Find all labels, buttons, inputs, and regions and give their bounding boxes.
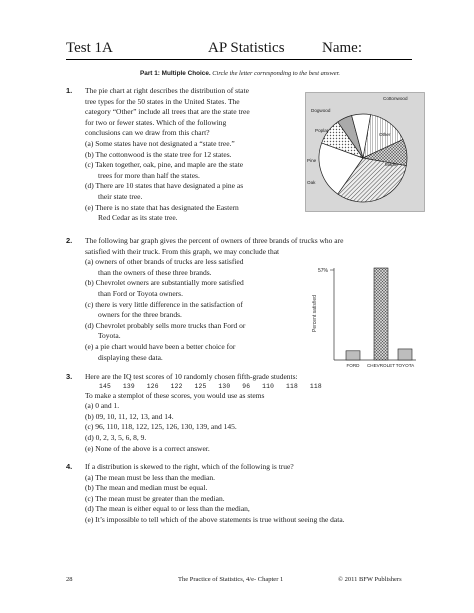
stem-line: If a distribution is skewed to the right, which of the following is true? bbox=[85, 462, 294, 471]
copyright: © 2011 BFW Publishers bbox=[338, 576, 402, 583]
stem-line: for two or fewer states. Which of the following bbox=[85, 117, 227, 127]
choice-e[interactable]: (e) It’s impossible to tell which of the above statements is true without seeing the data. bbox=[85, 514, 345, 524]
y-axis-label: Percent satisfied bbox=[312, 295, 318, 332]
bar-category-label: CHEVROLET bbox=[366, 363, 396, 368]
choice-e[interactable]: (e) There is no state that has designated the Eastern bbox=[85, 202, 239, 212]
choice-c[interactable]: (c) Taken together, oak, pine, and maple are the state bbox=[85, 160, 244, 170]
question-1-number: 1. bbox=[66, 86, 73, 95]
choice-c[interactable]: (c) 96, 110, 118, 122, 125, 126, 130, 139, and 145. bbox=[85, 422, 237, 432]
choice-e[interactable]: (e) a pie chart would have been a better choice for bbox=[85, 341, 236, 351]
pie-label: Dogwood bbox=[311, 108, 331, 113]
pie-chart-figure bbox=[305, 92, 425, 212]
pie-label: Poplar bbox=[315, 128, 329, 133]
stem-line: conclusions can we draw from this chart? bbox=[85, 128, 210, 138]
choice-a[interactable]: (a) 0 and 1. bbox=[85, 401, 120, 411]
choice-b[interactable]: (b) 09, 10, 11, 12, 13, and 14. bbox=[85, 411, 174, 421]
stem-line: satisfied with their truck. From this graph, we may conclude that bbox=[85, 246, 280, 256]
question-3 bbox=[85, 372, 415, 454]
stem-line: The following bar graph gives the percent of owners of three brands of trucks who are bbox=[85, 236, 344, 245]
page-number: 28 bbox=[66, 576, 73, 583]
stem-line: Here are the IQ test scores of 10 randomly chosen fifth-grade students: bbox=[85, 372, 298, 381]
stem-line: category “Other” include all trees that are the state tree bbox=[85, 107, 250, 117]
bar-chevrolet bbox=[374, 268, 388, 360]
y-tick-label: 57% bbox=[318, 268, 329, 274]
pie-label: Maple bbox=[385, 162, 398, 167]
choice-c-cont: owners for the three brands. bbox=[98, 310, 182, 320]
choice-a[interactable]: (a) owners of other brands of trucks are less satisfied bbox=[85, 257, 244, 267]
book-title: The Practice of Statistics, 4/e- Chapter 1 bbox=[178, 576, 284, 583]
question-2-number: 2. bbox=[66, 236, 73, 245]
choice-e-cont: Red Cedar as its state tree. bbox=[98, 213, 178, 223]
stem-line: To make a stemplot of these scores, you would use as stems bbox=[85, 390, 265, 400]
question-4-number: 4. bbox=[66, 462, 73, 471]
choice-b[interactable]: (b) The cottonwood is the state tree for 12 states. bbox=[85, 149, 232, 159]
pie-label: Cottonwood bbox=[383, 96, 408, 101]
stem-line: The pie chart at right describes the distribution of state bbox=[85, 86, 249, 95]
choice-c-cont: trees for more than half the states. bbox=[98, 170, 200, 180]
choice-e-cont: displaying these data. bbox=[98, 352, 163, 362]
choice-b-cont: than Ford or Toyota owners. bbox=[98, 288, 183, 298]
part-heading bbox=[140, 70, 340, 77]
choice-d[interactable]: (d) The mean is either equal to or less than the median, bbox=[85, 504, 250, 514]
bar-labels bbox=[346, 363, 415, 368]
test-title: Test 1A bbox=[66, 40, 113, 56]
choice-d[interactable]: (d) There are 10 states that have designated a pine as bbox=[85, 181, 244, 191]
pie-label: Other bbox=[379, 132, 391, 137]
choice-d-cont: their state tree. bbox=[98, 191, 143, 201]
bar-category-label: TOYOTA bbox=[395, 363, 415, 368]
question-4 bbox=[85, 462, 415, 526]
iq-scores: 145 139 126 122 125 130 96 110 118 118 bbox=[99, 382, 322, 390]
choice-b[interactable]: (b) Chevrolet owners are substantially more satisfied bbox=[85, 278, 244, 288]
subject-title: AP Statistics bbox=[208, 40, 285, 56]
name-label: Name: bbox=[322, 40, 362, 56]
bar-chart-figure bbox=[300, 262, 420, 372]
choice-c[interactable]: (c) The mean must be greater than the median. bbox=[85, 493, 225, 503]
pie-label: Pine bbox=[307, 158, 317, 163]
choice-a-cont: than the owners of these three brands. bbox=[98, 267, 212, 277]
bar-toyota bbox=[398, 349, 412, 360]
question-3-number: 3. bbox=[66, 372, 73, 381]
bar-category-label: FORD bbox=[346, 363, 360, 368]
bar-ford bbox=[346, 351, 360, 360]
bars bbox=[346, 268, 412, 360]
choice-d[interactable]: (d) 0, 2, 3, 5, 6, 8, 9. bbox=[85, 432, 147, 442]
choice-d-cont: Toyota. bbox=[98, 331, 121, 341]
choice-d[interactable]: (d) Chevrolet probably sells more trucks than Ford or bbox=[85, 320, 246, 330]
choice-a[interactable]: (a) Some states have not designated a “state tree.” bbox=[85, 138, 235, 148]
part-title: Part 1: Multiple Choice. bbox=[140, 70, 211, 77]
choice-b[interactable]: (b) The mean and median must be equal. bbox=[85, 483, 208, 493]
pie-slices bbox=[319, 114, 407, 202]
question-1 bbox=[85, 86, 300, 224]
pie-label: Oak bbox=[307, 180, 316, 185]
choice-c[interactable]: (c) there is very little difference in the satisfaction of bbox=[85, 299, 243, 309]
part-instruction: Circle the letter corresponding to the best answer. bbox=[212, 70, 340, 77]
choice-a[interactable]: (a) The mean must be less than the median. bbox=[85, 472, 216, 482]
choice-e[interactable]: (e) None of the above is a correct answer. bbox=[85, 443, 210, 453]
stem-line: tree types for the 50 states in the United States. The bbox=[85, 96, 240, 106]
header-rule bbox=[66, 59, 412, 60]
